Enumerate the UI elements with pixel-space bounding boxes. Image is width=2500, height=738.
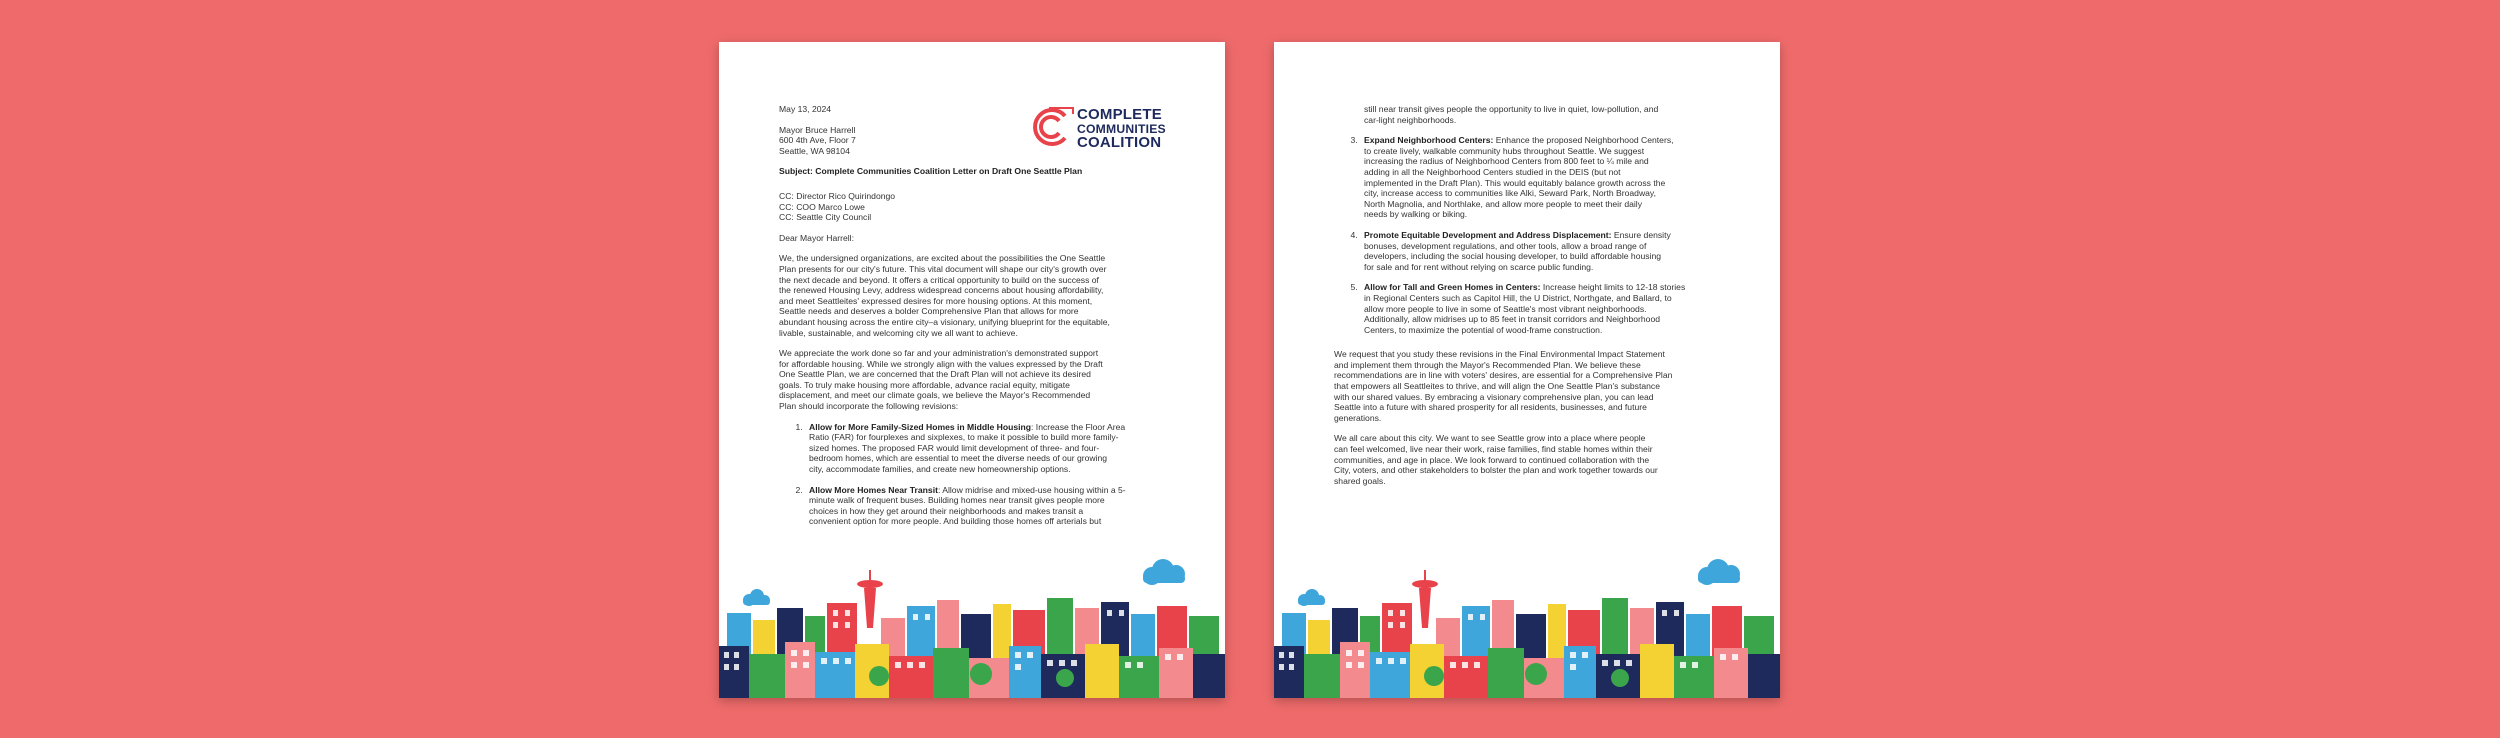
revision-title: Allow for More Family-Sized Homes in Middle Housing (809, 421, 1032, 432)
text-line: the next decade and beyond. It offers a critical opportunity to build on the success of (779, 274, 1099, 285)
revisions-list (779, 422, 1169, 527)
revision-item-2-continued (1334, 104, 1724, 125)
text-line: Plan presents for our city's future. This vital document will shape our city's growth over (779, 263, 1107, 274)
text-line: livable, sustainable, and welcoming city we all want to achieve. (779, 327, 1018, 338)
letter-date: May 13, 2024 (779, 104, 832, 114)
cc-line: CC: Seattle City Council (779, 212, 872, 223)
text-line: Seattle into a future with shared prosperity for all residents, businesses, and future (1334, 402, 1647, 413)
text-line: sized homes. The proposed FAR would limit development of three- and four- (809, 442, 1100, 453)
recipient-address (779, 125, 1169, 157)
revision-item-5 (1360, 282, 1724, 335)
text-line: goals. To truly make housing more affordable, advance racial equity, mitigate (779, 379, 1070, 390)
text-line: allow more people to live in some of Seattle's most vibrant neighborhoods. (1364, 303, 1647, 314)
text-line: shared goals. (1334, 475, 1386, 486)
revision-title: Promote Equitable Development and Address Displacement: (1364, 229, 1612, 240)
text-line: city, increase access to communities like Alki, Seward Park, North Broadway, (1364, 188, 1656, 199)
text-line: adding in all the Neighborhood Centers studied in the DEIS (but not (1364, 166, 1621, 177)
revisions-list-continued (1334, 135, 1724, 335)
text-line: bonuses, development regulations, and other tools, allow a broad range of (1364, 240, 1647, 251)
text-line: City, voters, and other stakeholders to bolster the plan and work together towards our (1334, 465, 1658, 476)
text-line: the renewed Housing Levy, address widespread concerns about housing affordability, (779, 285, 1104, 296)
salutation: Dear Mayor Harrell: (779, 232, 854, 243)
text-line: We appreciate the work done so far and your administration's demonstrated support (779, 348, 1099, 359)
text-line: choices in how they get around their neighborhoods and makes transit a (809, 505, 1084, 516)
text-line: with our shared values. By embracing a visionary comprehensive plan, you can lead (1334, 391, 1654, 402)
revision-item-4 (1360, 230, 1724, 272)
revision-item-2 (805, 485, 1169, 527)
letter-body-page-2 (1334, 104, 1724, 496)
text-line: Increase height limits to 12-18 stories (1540, 282, 1686, 293)
paragraph-3 (1334, 349, 1724, 423)
text-line: bedroom homes, which are essential to meet the diverse needs of our growing (809, 453, 1108, 464)
text-line: to create lively, walkable community hubs throughout Seattle. We suggest (1364, 145, 1645, 156)
logo-line-1: COMPLETE (1077, 106, 1162, 123)
text-line: increasing the radius of Neighborhood Centers from 800 feet to ¼ mile and (1364, 156, 1649, 167)
paragraph-2 (779, 348, 1169, 412)
text-line: Ensure density (1611, 229, 1671, 240)
text-line: We, the undersigned organizations, are excited about the possibilities the One Seattle (779, 253, 1106, 264)
cc-line: CC: Director Rico Quirindongo (779, 190, 896, 201)
seattle-skyline-illustration (719, 558, 1225, 698)
text-line: generations. (1334, 412, 1382, 423)
revision-item-3 (1360, 135, 1724, 220)
logo-line-3: COALITION (1077, 134, 1162, 151)
address-line: 600 4th Ave, Floor 7 (779, 135, 856, 146)
text-line: Enhance the proposed Neighborhood Centers, (1493, 135, 1674, 146)
letter-page-2 (1274, 42, 1780, 698)
text-line: displacement, and meet our climate goals, we believe the Mayor's Recommended (779, 390, 1091, 401)
text-line: developers, including the social housing developer, to build affordable housing (1364, 251, 1662, 262)
text-line: minute walk of frequent buses. Building homes near transit gives people more (809, 495, 1105, 506)
text-line: Plan should incorporate the following revisions: (779, 401, 959, 412)
text-line: that empowers all Seattleites to thrive, and will align the One Seattle Plan's substance (1334, 381, 1660, 392)
text-line: implemented in the Draft Plan). This would equitably balance growth across the (1364, 177, 1666, 188)
text-line: recommendations are in line with voters' desires, are essential for a Comprehensive Plan (1334, 370, 1673, 381)
address-line: Mayor Bruce Harrell (779, 124, 856, 135)
text-line: One Seattle Plan, we are concerned that the Draft Plan will not achieve its desired (779, 369, 1091, 380)
seattle-skyline-illustration (1274, 558, 1780, 698)
text-line: in Regional Centers such as Capitol Hill, the U District, Northgate, and Ballard, to (1364, 292, 1672, 303)
paragraph-1 (779, 253, 1169, 338)
paragraph-4 (1334, 433, 1724, 486)
text-line: communities, and age in place. We look forward to continued collaboration with the (1334, 454, 1650, 465)
text-line: and meet Seattleites' expressed desires for more housing options. At this moment, (779, 295, 1093, 306)
text-line: Seattle needs and deserves a bolder Comprehensive Plan that allows for more (779, 306, 1079, 317)
text-line: We all care about this city. We want to see Seattle grow into a place where people (1334, 433, 1646, 444)
text-line: city, accommodate families, and create new homeownership options. (809, 464, 1071, 475)
cc-line: CC: COO Marco Lowe (779, 201, 865, 212)
text-line: for sale and for rent without relying on scarce public funding. (1364, 261, 1594, 272)
address-line: Seattle, WA 98104 (779, 145, 850, 156)
revision-item-1 (805, 422, 1169, 475)
letter-body-page-1 (779, 104, 1169, 537)
text-line: Ratio (FAR) for fourplexes and sixplexes, to make it possible to build more family- (809, 432, 1119, 443)
text-line: : Increase the Floor Area (1031, 421, 1126, 432)
text-line: can feel welcomed, live near their work, raise families, find stable homes within their (1334, 444, 1653, 455)
letter-page-1 (719, 42, 1225, 698)
text-line: North Magnolia, and Northlake, and allow more people to meet their daily (1364, 198, 1643, 209)
text-line: We request that you study these revisions in the Final Environmental Impact Statement (1334, 349, 1665, 360)
text-line: still near transit gives people the opportunity to live in quiet, low-pollution, and (1364, 104, 1659, 114)
letter-subject: Subject: Complete Communities Coalition Letter on Draft One Seattle Plan (779, 166, 1083, 177)
text-line: and implement them through the Mayor's Recommended Plan. We believe these (1334, 359, 1641, 370)
text-line: Additionally, allow midrises up to 85 feet in transit corridors and Neighborhood (1364, 314, 1661, 325)
text-line: convenient option for more people. And building those homes off arterials but (809, 516, 1102, 527)
cc-list (779, 191, 1169, 223)
revision-title: Expand Neighborhood Centers: (1364, 135, 1494, 146)
text-line: for affordable housing. While we strongly align with the values expressed by the Draft (779, 358, 1103, 369)
logo-line-2: COMMUNITIES (1077, 122, 1166, 136)
revision-title: Allow More Homes Near Transit (809, 484, 938, 495)
text-line: : Allow midrise and mixed-use housing within a 5- (937, 484, 1126, 495)
text-line: car-light neighborhoods. (1364, 114, 1457, 125)
text-line: needs by walking or biking. (1364, 209, 1468, 220)
text-line: Centers, to maximize the potential of wood-frame construction. (1364, 324, 1603, 335)
text-line: abundant housing across the entire city–a visionary, unifying blueprint for the equitable, (779, 316, 1110, 327)
revision-title: Allow for Tall and Green Homes in Centers: (1364, 282, 1541, 293)
